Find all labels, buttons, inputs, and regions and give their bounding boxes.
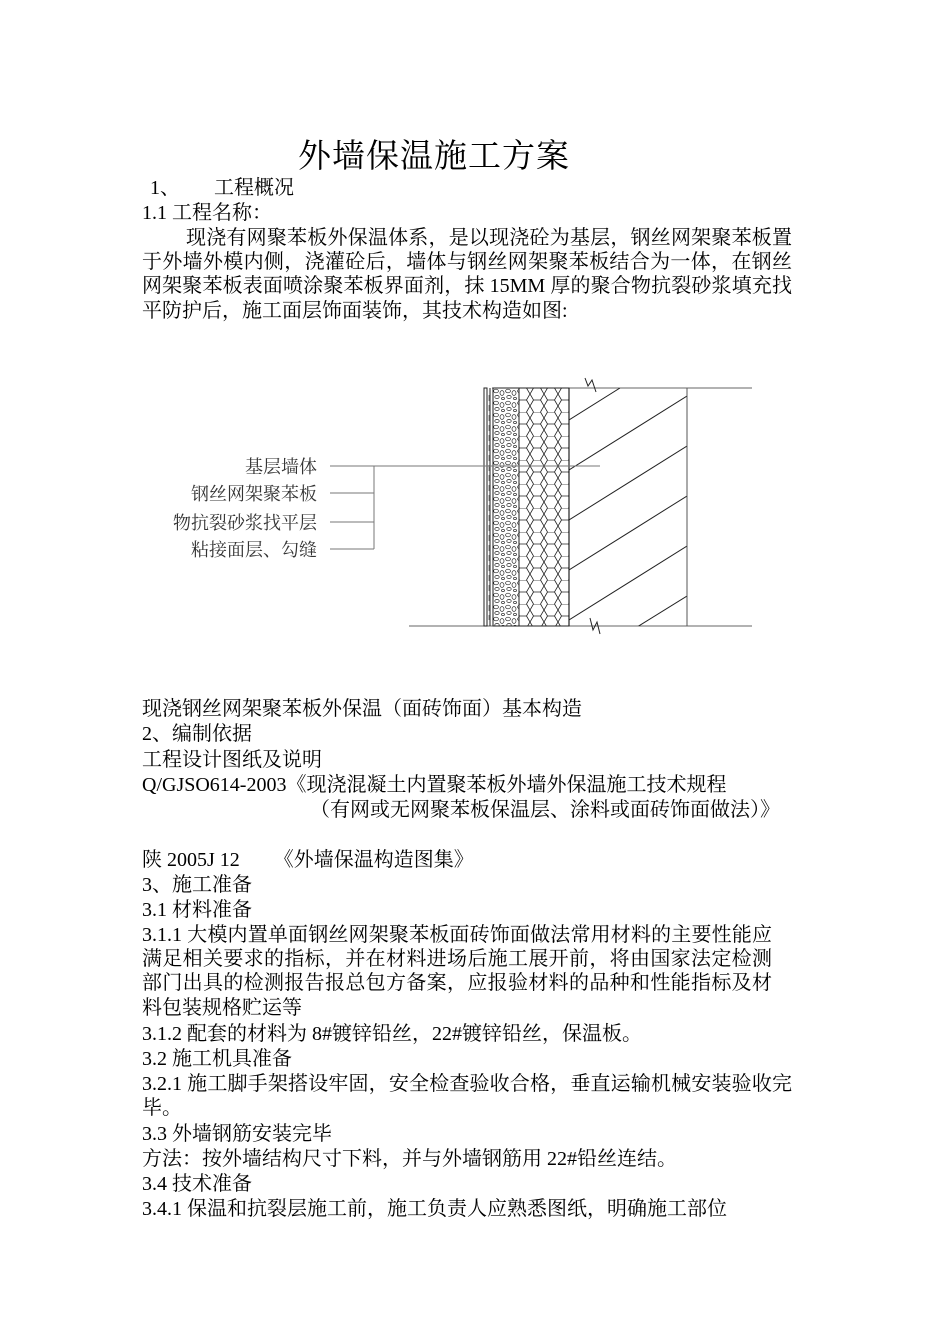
diagram-label-wire-mesh-board: 钢丝网架聚苯板 — [191, 484, 317, 505]
section-3-heading: 3、施工准备 — [142, 874, 252, 896]
section-1-number: 1、 — [150, 177, 180, 199]
atlas-code: 陕 2005J 12 — [142, 849, 240, 871]
section-3-2-heading: 3.2 施工机具准备 — [142, 1048, 292, 1070]
section-1-1-body: 现浇有网聚苯板外保温体系，是以现浇砼为基层，钢丝网架聚苯板置于外墙外模内侧，浇灌砼后，墙体与钢丝网架聚苯板结合为一体，在钢丝网架聚苯板表面喷涂聚苯板界面剂，抹 15MM 厚的聚合物抗裂砂浆填充找平防护后，施工面层饰面装饰，其技术构造如图: — [142, 227, 792, 322]
section-1-title: 工程概况 — [214, 177, 294, 199]
section-3-4-1: 3.4.1 保温和抗裂层施工前，施工负责人应熟悉图纸，明确施工部位 — [142, 1198, 727, 1220]
diagram-label-base-wall: 基层墙体 — [245, 457, 317, 478]
section-1-1-heading: 1.1 工程名称： — [142, 202, 272, 224]
section-3-3-method: 方法：按外墙结构尺寸下料，并与外墙钢筋用 22#铅丝连结。 — [142, 1148, 677, 1170]
section-2-atlas — [142, 848, 474, 872]
section-3-4-heading: 3.4 技术准备 — [142, 1173, 252, 1195]
section-2-standard-continued: （有网或无网聚苯板保温层、涂料或面砖饰面做法）》 — [310, 799, 780, 821]
atlas-name: 《外墙保温构造图集》 — [273, 849, 474, 871]
diagram-label-bond-surface: 粘接面层、勾缝 — [191, 540, 317, 561]
section-2-heading: 2、编制依据 — [142, 723, 252, 745]
section-3-1-2: 3.1.2 配套的材料为 8#镀锌铅丝，22#镀锌铅丝，保温板。 — [142, 1023, 642, 1045]
section-3-1-heading: 3.1 材料准备 — [142, 899, 252, 921]
section-3-1-1: 3.1.1 大模内置单面钢丝网架聚苯板面砖饰面做法常用材料的主要性能应满足相关要求的指标，并在材料进场后施工展开前，将由国家法定检测部门出具的检测报告报总包方备案，应报验材料的品种和性能指标及材料包装规格贮运等 — [142, 924, 772, 1019]
document-page: 外墙保温施工方案 1、 工程概况 1.1 工程名称： 现浇有网聚苯板外保温体系，是以现浇砼为基层，钢丝网架聚苯板置于外墙外模内侧，浇灌砼后，墙体与钢丝网架聚苯板结合为一体，在钢丝网架聚苯板表面喷涂聚苯板界面剂，抹 15MM 厚的聚合物抗裂砂浆填充找平防护后，施工面层饰面装饰，其技术构造如图: 基层墙体 钢丝网架聚苯板 物抗裂砂浆找平层 粘接面层、勾缝 现浇钢丝网架聚苯板外保温（面砖饰面）基本构造 2、编制依据 工程设计图纸及说明 Q/GJSO614-2003《现浇混凝土内置聚苯板外墙外保温施工技术规程 （有网或无网聚苯板保温层、涂料或面砖饰面做法）》 陕 2005J 12 《外墙保温构造图集》 3、施工准备 3.1 材料准备 3.1.1 大模内置单面钢丝网架聚苯板面砖饰面做法常用材料的主要性能应满足相关要求的指标，并在材料进场后施工展开前，将由国家法定检测部门出具的检测报告报总包方备案，应报验材料的品种和性能指标及材料包装规格贮运等 3.1.2 配套的材料为 8#镀锌铅丝，22#镀锌铅丝，保温板。 3.2 施工机具准备 3.2.1 施工脚手架搭设牢固，安全检查验收合格，垂直运输机械安装验收完毕。 3.3 外墙钢筋安装完毕 方法：按外墙结构尺寸下料，并与外墙钢筋用 22#铅丝连结。 3.4 技术准备 3.4.1 保温和抗裂层施工前，施工负责人应熟悉图纸，明确施工部位 — [0, 0, 950, 1344]
diagram-label-mortar-layer: 物抗裂砂浆找平层 — [173, 513, 317, 534]
section-3-3-heading: 3.3 外墙钢筋安装完毕 — [142, 1123, 332, 1145]
section-3-2-1: 3.2.1 施工脚手架搭设牢固，安全检查验收合格，垂直运输机械安装验收完毕。 — [142, 1073, 792, 1120]
section-2-item-drawings: 工程设计图纸及说明 — [142, 749, 322, 771]
diagram-caption: 现浇钢丝网架聚苯板外保温（面砖饰面）基本构造 — [142, 698, 582, 720]
section-2-standard: Q/GJSO614-2003《现浇混凝土内置聚苯板外墙外保温施工技术规程 — [142, 774, 727, 796]
